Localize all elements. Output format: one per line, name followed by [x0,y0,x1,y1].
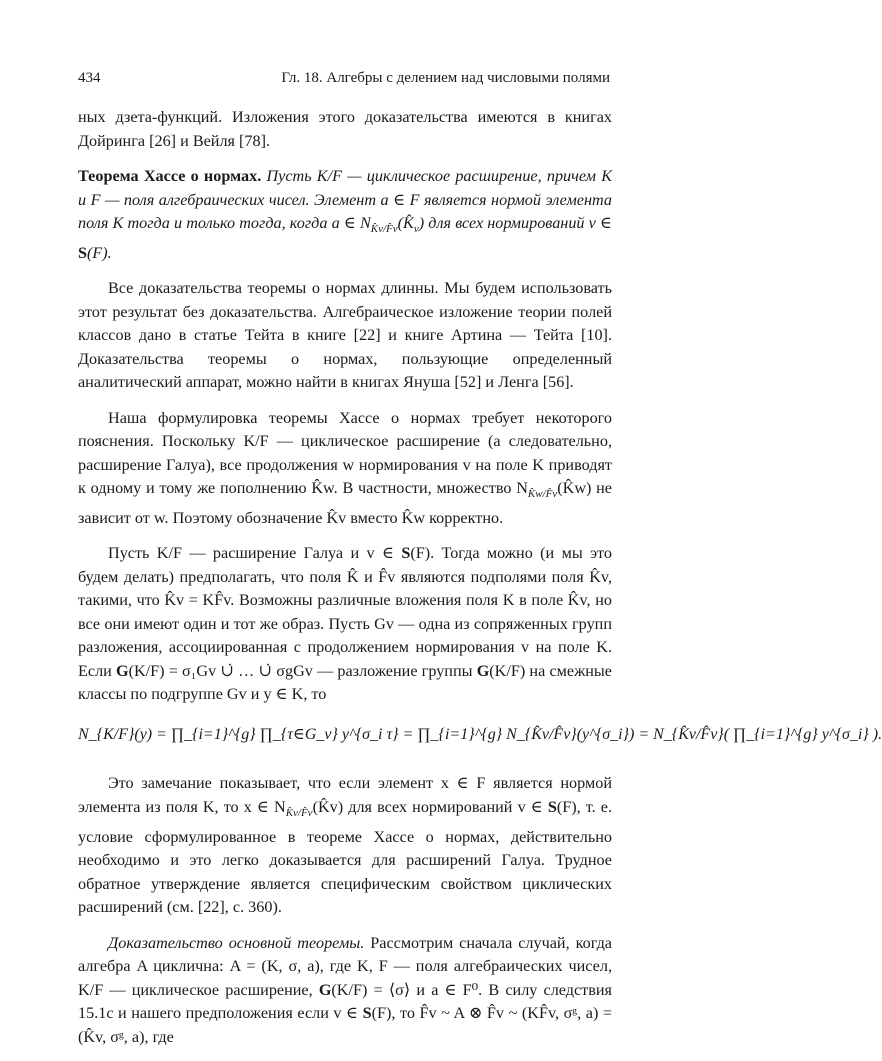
paragraph-intro-continuation [78,106,612,153]
text-run: v [413,223,419,236]
text-run: K̂w/F̂v [527,488,558,501]
text-run: ) для всех нормирований v ∈ [418,214,612,232]
paragraph-proofs-long [78,277,612,395]
text-run: Рассмотрим сначала случай, когда алгебра A циклична: A = (K, σ, a), где K, F — поля алгебраических чисел, K/F — циклическое расширение, [78,933,612,999]
text-run: Доказательство основной теоремы. [108,933,365,952]
theorem-hasse-norms [78,165,612,265]
text-run: Пусть K/F — циклическое расширение, причем K и F — поля алгебраических чисел. Элемент a ∈ F является нормой элемента поля K тогда и только тогда, когда a ∈ N [78,167,612,232]
page-number: 434 [78,70,101,86]
text-run: G [318,980,332,999]
text-run: S [78,243,88,262]
text-run: (K̂v) для всех нормирований v ∈ [312,797,548,816]
paragraph-formulation-remark [78,407,612,531]
text-run: K̂v/F̂v [370,223,398,236]
text-run: Теорема Хассе о нормах. [78,167,262,185]
text-run: (K̂w) не зависит от w. Поэтому обозначение K̂v вместо K̂w корректно. [78,479,612,527]
text-run: Пусть K/F — расширение Галуа и v ∈ [108,544,402,563]
text-run: (K/F) = σ₁Gv ∪̇ … ∪̇ σgGv — разложение группы [128,661,477,680]
text-run: Наша формулировка теоремы Хассе о нормах требует некоторого пояснения. Поскольку K/F — циклическое расширение (а следовательно, расширение Галуа), все продолжения w нормирования v на поле K приводят к одному и тому же пополнению K̂w. В частности, множество N [78,408,612,498]
paragraph-main-proof [78,932,612,1050]
text-run: (F), т. е. условие сформулированное в теореме Хассе о нормах, действительно необходимо и это легко доказывается для расширений Галуа. Трудное обратное утверждение является специфическим свойством циклических расширений (см. [22], с. 360). [78,797,612,917]
text-run: (F). Тогда можно (и мы это будем делать) предполагать, что поля K̂ и F̂v являются подполями поля K̂v, такими, что K̂v = KF̂v. Возможны различные вложения поля K в поле K̂v, но все они имеют один и тот же образ. Пусть Gv — одна из сопряженных групп разложения, ассоциированная с продолжением нормирования v на поле K. Если [78,544,612,680]
paragraph-remark-necessity [78,772,612,919]
text-run: ных дзета-функций. Изложения этого доказательства имеются в книгах Дойринга [26] и Вейля [78]. [78,108,612,150]
text-run: (K/F) на смежные классы по подгруппе Gv и y ∈ K, то [78,661,612,704]
text-run: (K̂ [397,214,414,232]
text-run: G [116,661,129,680]
running-header [78,70,610,92]
text-run: (F). [87,243,112,262]
paragraph-galois-extension [78,542,612,707]
text-run: S [362,1004,372,1023]
text-run: S [401,544,411,563]
norm-formula: N_{K/F}(y) = ∏_{i=1}^{g} ∏_{τ∈G_v} y^{σ_i τ} = ∏_{i=1}^{g} N_{K̂v/F̂v}(y^{σ_i}) = N_{K̂v/F̂v}( ∏_{i=1}^{g} y^{σ_i} ). [78,725,882,743]
text-run: Все доказательства теоремы о нормах длинны. Мы будем использовать этот результат без доказательства. Алгебраическое изложение теории полей классов дано в статье Тейта в книге [22] и книге Артина — Тейта [10]. Доказательства теоремы о нормах, пользующие определенный аналитический аппарат, можно найти в книгах Януша [52] и Ленга [56]. [78,279,612,392]
text-run: (K/F) = ⟨σ⟩ и a ∈ F⁰. В силу следствия 15.1c и нашего предположения если v ∈ [78,980,613,1023]
text-run: G [476,661,490,680]
running-head-title: Гл. 18. Алгебры с делением над числовыми полями [281,70,610,86]
text-run: S [547,797,557,816]
page-body [78,106,882,1061]
text-run: K̂v/F̂v [285,807,313,820]
text-run: Это замечание показывает, что если элемент x ∈ F является нормой элемента из поля K, то x ∈ N [78,774,612,816]
text-run: (F), то F̂v ~ A ⊗ F̂v ~ (KF̂v, σᵍ, a) = (K̂v, σᵍ, a), где [78,1004,613,1046]
